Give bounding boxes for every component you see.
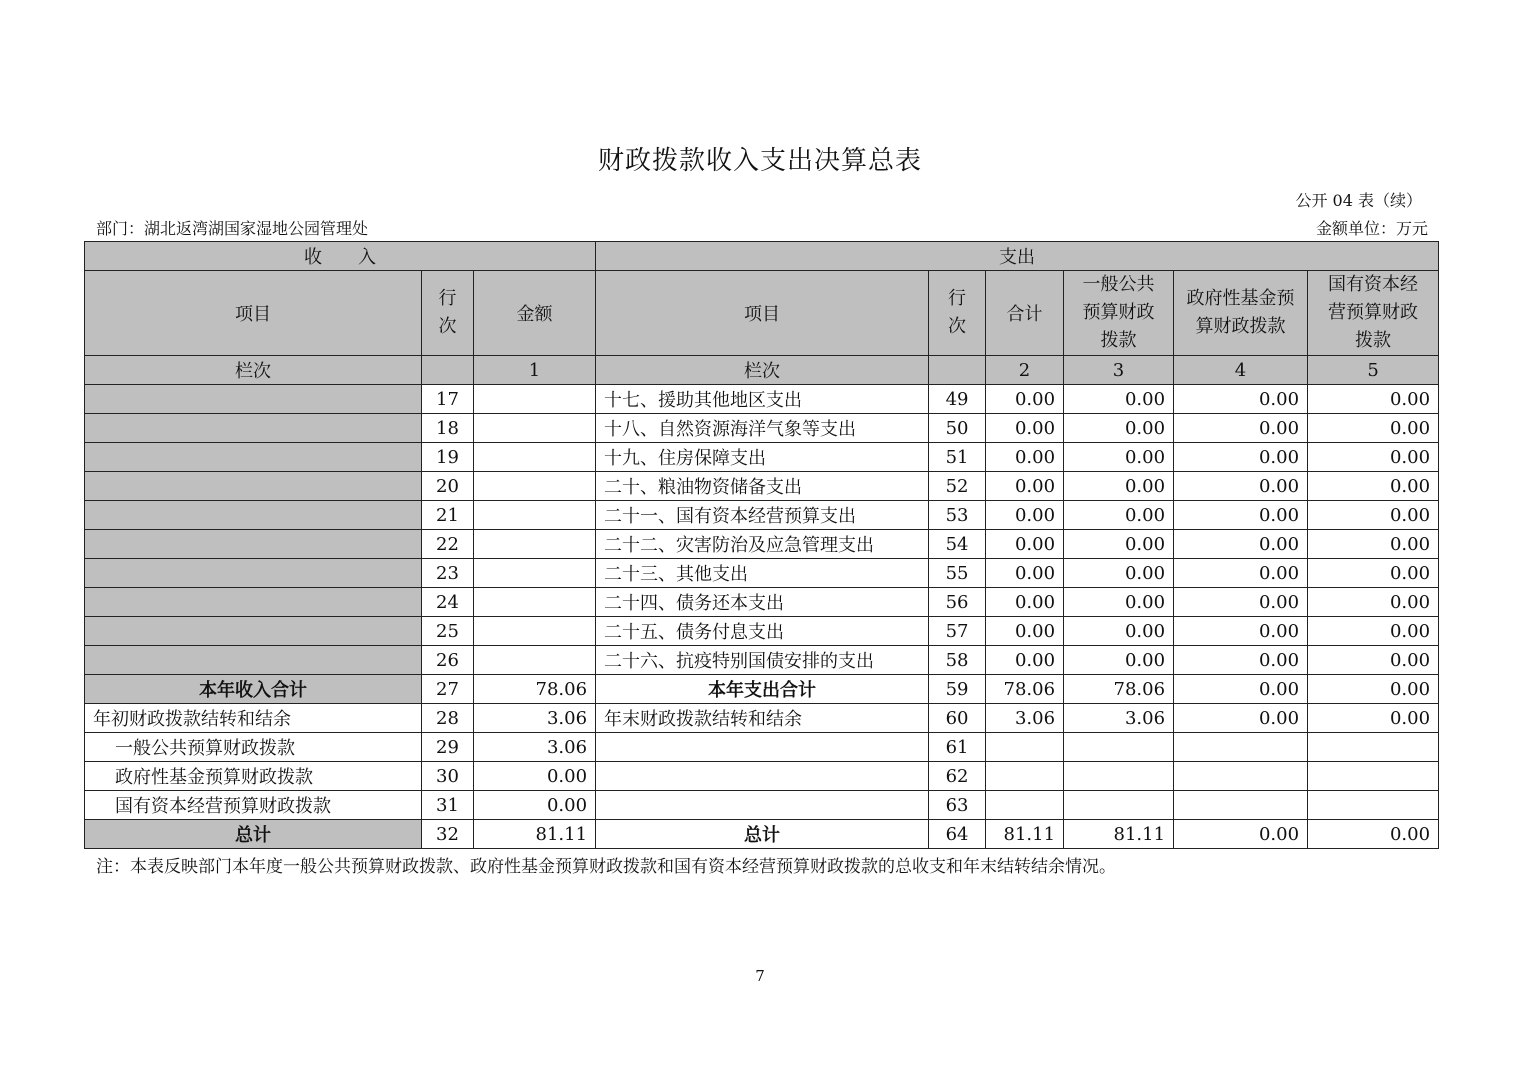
unit-label: 金额单位：万元: [1315, 219, 1428, 238]
fund-budget-amount: 0.00: [1174, 588, 1308, 617]
fund-budget-amount: [1174, 733, 1308, 762]
col-index-3: 3: [1064, 356, 1174, 385]
income-item: [85, 414, 422, 443]
expense-item: [596, 733, 929, 762]
general-budget-amount: [1064, 733, 1174, 762]
income-line-no: 20: [422, 472, 474, 501]
expense-total: 0.00: [986, 414, 1064, 443]
department-label: 部门：湖北返湾湖国家湿地公园管理处: [96, 219, 369, 238]
income-item: [85, 559, 422, 588]
income-amount: [474, 472, 596, 501]
footnote: 注：本表反映部门本年度一般公共预算财政拨款、政府性基金预算财政拨款和国有资本经营预算财政拨款的总收支和年末结转结余情况。: [96, 857, 1116, 877]
income-amount-header: 金额: [474, 271, 596, 356]
expense-line-no: 58: [929, 646, 986, 675]
expense-item: 二十二、灾害防治及应急管理支出: [596, 530, 929, 559]
income-line-no: 26: [422, 646, 474, 675]
expense-line-no: 62: [929, 762, 986, 791]
expense-item: 二十、粮油物资储备支出: [596, 472, 929, 501]
income-item: [85, 617, 422, 646]
table-row: [85, 414, 1439, 443]
fund-budget-amount: 0.00: [1174, 472, 1308, 501]
income-line-no: 21: [422, 501, 474, 530]
fund-budget-amount: 0.00: [1174, 646, 1308, 675]
col-index-blank: [422, 356, 474, 385]
income-line-no: 27: [422, 675, 474, 704]
table-row: [85, 675, 1439, 704]
expense-line-no: 56: [929, 588, 986, 617]
income-amount: [474, 588, 596, 617]
general-budget-amount: 0.00: [1064, 385, 1174, 414]
state-capital-amount: 0.00: [1308, 559, 1439, 588]
income-line-header: 行次: [422, 271, 474, 356]
budget-table: [84, 241, 1439, 849]
income-item: 政府性基金预算财政拨款: [85, 762, 422, 791]
state-capital-amount: 0.00: [1308, 443, 1439, 472]
expense-item: 二十五、债务付息支出: [596, 617, 929, 646]
expense-total: 78.06: [986, 675, 1064, 704]
column-index-row: [85, 356, 1439, 385]
income-line-no: 28: [422, 704, 474, 733]
income-line-no: 19: [422, 443, 474, 472]
income-item: [85, 501, 422, 530]
expense-item: 二十四、债务还本支出: [596, 588, 929, 617]
general-budget-amount: 0.00: [1064, 617, 1174, 646]
income-item: [85, 443, 422, 472]
state-capital-amount: [1308, 733, 1439, 762]
fund-budget-amount: 0.00: [1174, 530, 1308, 559]
expense-line-no: 50: [929, 414, 986, 443]
col-index-blank-2: [929, 356, 986, 385]
income-line-no: 32: [422, 820, 474, 849]
expense-line-no: 57: [929, 617, 986, 646]
fund-budget-amount: 0.00: [1174, 675, 1308, 704]
general-budget-amount: 3.06: [1064, 704, 1174, 733]
col-index-4: 4: [1174, 356, 1308, 385]
fund-budget-amount: 0.00: [1174, 385, 1308, 414]
fund-budget-header: 政府性基金预算财政拨款: [1174, 271, 1308, 356]
col-index-5: 5: [1308, 356, 1439, 385]
income-item: [85, 530, 422, 559]
general-budget-amount: [1064, 762, 1174, 791]
income-item-header: 项目: [85, 271, 422, 356]
page-title: 财政拨款收入支出决算总表: [597, 146, 922, 176]
income-amount: [474, 646, 596, 675]
income-line-no: 24: [422, 588, 474, 617]
income-line-no: 22: [422, 530, 474, 559]
income-amount: [474, 443, 596, 472]
table-row: [85, 791, 1439, 820]
col-index-label: 栏次: [85, 356, 422, 385]
fund-budget-amount: 0.00: [1174, 617, 1308, 646]
header-row-columns: [85, 271, 1439, 356]
income-item: 本年收入合计: [85, 675, 422, 704]
table-row: [85, 820, 1439, 849]
income-item: [85, 646, 422, 675]
fund-budget-amount: 0.00: [1174, 414, 1308, 443]
income-amount: [474, 530, 596, 559]
table-row: [85, 501, 1439, 530]
expense-item: 十九、住房保障支出: [596, 443, 929, 472]
state-capital-amount: 0.00: [1308, 472, 1439, 501]
table-row: [85, 588, 1439, 617]
income-amount: 0.00: [474, 762, 596, 791]
state-capital-amount: 0.00: [1308, 704, 1439, 733]
income-amount: [474, 501, 596, 530]
expense-line-no: 63: [929, 791, 986, 820]
general-budget-amount: 0.00: [1064, 414, 1174, 443]
total-header: 合计: [986, 271, 1064, 356]
table-row: [85, 530, 1439, 559]
table-row: [85, 733, 1439, 762]
table-row: [85, 559, 1439, 588]
col-index-label-2: 栏次: [596, 356, 929, 385]
expense-line-no: 55: [929, 559, 986, 588]
table-row: [85, 443, 1439, 472]
fund-budget-amount: 0.00: [1174, 820, 1308, 849]
general-budget-header: 一般公共预算财政拨款: [1064, 271, 1174, 356]
income-amount: 3.06: [474, 733, 596, 762]
general-budget-amount: 0.00: [1064, 530, 1174, 559]
expense-line-no: 52: [929, 472, 986, 501]
expense-line-no: 64: [929, 820, 986, 849]
general-budget-amount: 0.00: [1064, 472, 1174, 501]
fund-budget-amount: 0.00: [1174, 501, 1308, 530]
expense-total: 0.00: [986, 501, 1064, 530]
expense-total: 81.11: [986, 820, 1064, 849]
col-index-2: 2: [986, 356, 1064, 385]
col-index-1: 1: [474, 356, 596, 385]
state-capital-amount: 0.00: [1308, 820, 1439, 849]
expense-item: [596, 791, 929, 820]
expense-item: 二十一、国有资本经营预算支出: [596, 501, 929, 530]
expense-line-no: 53: [929, 501, 986, 530]
page-number: 7: [755, 967, 765, 985]
expense-item: [596, 762, 929, 791]
state-capital-amount: 0.00: [1308, 588, 1439, 617]
general-budget-amount: [1064, 791, 1174, 820]
expense-line-no: 61: [929, 733, 986, 762]
fund-budget-amount: 0.00: [1174, 443, 1308, 472]
expense-item: 总计: [596, 820, 929, 849]
fund-budget-amount: 0.00: [1174, 559, 1308, 588]
expense-item: 二十六、抗疫特别国债安排的支出: [596, 646, 929, 675]
expense-item: 十七、援助其他地区支出: [596, 385, 929, 414]
table-row: [85, 617, 1439, 646]
expense-total: 0.00: [986, 617, 1064, 646]
expense-line-no: 49: [929, 385, 986, 414]
income-amount: [474, 385, 596, 414]
state-capital-amount: [1308, 762, 1439, 791]
expense-item: 十八、自然资源海洋气象等支出: [596, 414, 929, 443]
expense-item: 年末财政拨款结转和结余: [596, 704, 929, 733]
income-amount: 78.06: [474, 675, 596, 704]
state-capital-amount: 0.00: [1308, 617, 1439, 646]
income-line-no: 30: [422, 762, 474, 791]
income-line-no: 23: [422, 559, 474, 588]
income-line-no: 18: [422, 414, 474, 443]
income-item: 国有资本经营预算财政拨款: [85, 791, 422, 820]
general-budget-amount: 78.06: [1064, 675, 1174, 704]
general-budget-amount: 81.11: [1064, 820, 1174, 849]
expense-item-header: 项目: [596, 271, 929, 356]
state-capital-amount: 0.00: [1308, 530, 1439, 559]
general-budget-amount: 0.00: [1064, 443, 1174, 472]
income-header: 收 入: [85, 242, 596, 271]
income-line-no: 31: [422, 791, 474, 820]
general-budget-amount: 0.00: [1064, 588, 1174, 617]
expense-total: 0.00: [986, 530, 1064, 559]
general-budget-amount: 0.00: [1064, 559, 1174, 588]
fund-budget-amount: [1174, 762, 1308, 791]
expense-line-no: 60: [929, 704, 986, 733]
general-budget-amount: 0.00: [1064, 646, 1174, 675]
income-amount: [474, 617, 596, 646]
expense-line-header: 行次: [929, 271, 986, 356]
expense-item: 本年支出合计: [596, 675, 929, 704]
income-item: 总计: [85, 820, 422, 849]
expense-item: 二十三、其他支出: [596, 559, 929, 588]
state-capital-amount: 0.00: [1308, 385, 1439, 414]
income-amount: 81.11: [474, 820, 596, 849]
state-capital-header: 国有资本经营预算财政拨款: [1308, 271, 1439, 356]
expense-total: 3.06: [986, 704, 1064, 733]
expense-total: 0.00: [986, 472, 1064, 501]
table-row: [85, 646, 1439, 675]
income-amount: [474, 559, 596, 588]
fund-budget-amount: 0.00: [1174, 704, 1308, 733]
income-amount: 0.00: [474, 791, 596, 820]
expense-total: [986, 791, 1064, 820]
expense-total: 0.00: [986, 559, 1064, 588]
expense-line-no: 51: [929, 443, 986, 472]
state-capital-amount: [1308, 791, 1439, 820]
income-item: [85, 472, 422, 501]
state-capital-amount: 0.00: [1308, 501, 1439, 530]
state-capital-amount: 0.00: [1308, 646, 1439, 675]
income-amount: 3.06: [474, 704, 596, 733]
state-capital-amount: 0.00: [1308, 414, 1439, 443]
general-budget-amount: 0.00: [1064, 501, 1174, 530]
expense-total: 0.00: [986, 385, 1064, 414]
fund-budget-amount: [1174, 791, 1308, 820]
header-row-sections: [85, 242, 1439, 271]
expense-line-no: 54: [929, 530, 986, 559]
income-item: 年初财政拨款结转和结余: [85, 704, 422, 733]
income-item: [85, 385, 422, 414]
table-row: [85, 762, 1439, 791]
table-number: 公开 04 表（续）: [1295, 191, 1422, 210]
table-row: [85, 385, 1439, 414]
income-item: 一般公共预算财政拨款: [85, 733, 422, 762]
income-line-no: 25: [422, 617, 474, 646]
income-item: [85, 588, 422, 617]
expense-line-no: 59: [929, 675, 986, 704]
expense-total: 0.00: [986, 443, 1064, 472]
income-line-no: 17: [422, 385, 474, 414]
expense-total: [986, 762, 1064, 791]
table-row: [85, 704, 1439, 733]
state-capital-amount: 0.00: [1308, 675, 1439, 704]
expense-header: 支出: [596, 242, 1439, 271]
expense-total: 0.00: [986, 588, 1064, 617]
income-amount: [474, 414, 596, 443]
expense-total: 0.00: [986, 646, 1064, 675]
expense-total: [986, 733, 1064, 762]
table-row: [85, 472, 1439, 501]
income-line-no: 29: [422, 733, 474, 762]
